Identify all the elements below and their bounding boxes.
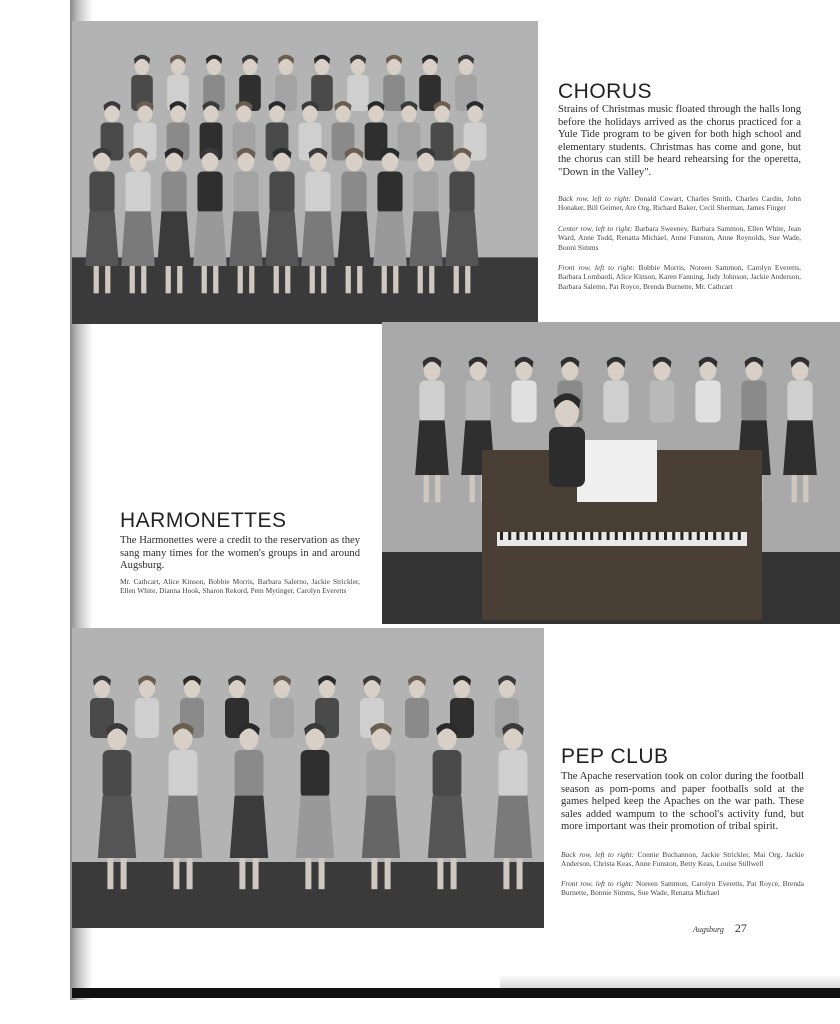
pep-club-group-photo xyxy=(72,628,544,928)
caption-names: Bobbie Morris, Noreen Sammon, Carolyn Everetts, Barbara Lombardi, Alice Kinson, Karen Fanning, Judy Johnson, Jackie Anderson, Barbara Salemo, Pat Royce, Brenda Burnette, Mr. Cathcart xyxy=(558,263,801,291)
pep-club-caption-back-row xyxy=(561,850,804,869)
page-number: 27 xyxy=(734,921,747,935)
caption-lead: Back row, left to right: xyxy=(561,850,635,859)
harmonettes-heading: HARMONETTES xyxy=(120,509,287,532)
caption-names: Barbara Sweeney, Barbara Sammon, Ellen White, Jean Ward, Anne Todd, Renatta Michael, Anne Funston, Anne Reynolds, Sue Wade, Bonni Simms xyxy=(558,224,801,252)
chorus-caption-back-row xyxy=(558,194,801,213)
caption-lead: Back row, left to right: xyxy=(558,194,632,203)
caption-names: Donald Cowart, Charles Smith, Charles Cardin, John Honaker, Bill Geimer, Are Org, Richard Baker, Cecil Sherman, James Finger xyxy=(558,194,801,213)
caption-names: Noreen Sammon, Carolyn Everetts, Pat Royce, Brenda Burnette, Bonnie Simms, Sue Wade, Renatta Michael xyxy=(561,879,805,898)
caption-lead: Front row, left to right: xyxy=(561,879,634,888)
chorus-caption-front-row xyxy=(558,263,801,291)
chorus-heading: CHORUS xyxy=(558,80,653,103)
harmonettes-caption: Mr. Cathcart, Alice Kinson, Bobbie Morris, Barbara Salerno, Jackie Strickler, Ellen White, Dianna Hook, Sharon Rekord, Pem Mytinger, Carolyn Everetts xyxy=(120,577,360,596)
chorus-description: Strains of Christmas music floated through the halls long before the holidays arrived as the chorus practiced for a Yule Tide program to be given for both high school and elementary students. Christmas has come and gone, but the chorus can still be heard rehearsing for the operetta, "Down in the Valley". xyxy=(558,104,801,178)
caption-lead: Center row, left to right: xyxy=(558,224,633,233)
chorus-caption-center-row xyxy=(558,224,801,252)
page-footer xyxy=(693,921,747,936)
publication-name: Augsburg xyxy=(693,925,724,934)
page-gutter xyxy=(0,0,72,1000)
pep-club-description: The Apache reservation took on color during the football season as pom-poms and paper footballs sold at the games helped keep the Apaches on the war path. These sales added wampum to the school's activity fund, but more important was their promotion of tribal spirit. xyxy=(561,771,804,833)
page-curl-shadow xyxy=(500,976,840,988)
harmonettes-description: The Harmonettes were a credit to the reservation as they sang many times for the women's groups in and around Augsburg. xyxy=(120,535,360,572)
harmonettes-piano-photo xyxy=(382,322,840,624)
caption-lead: Front row, left to right: xyxy=(558,263,635,272)
chorus-group-photo xyxy=(72,21,538,324)
pep-club-heading: PEP CLUB xyxy=(561,745,669,768)
caption-names: Connie Buchannon, Jackie Strickler, Mai Org, Jackie Anderson, Christa Keas, Anne Funston, Betty Keas, Louise Stillwell xyxy=(561,850,804,869)
page-bottom-edge xyxy=(72,988,840,998)
pep-club-caption-front-row xyxy=(561,879,804,898)
